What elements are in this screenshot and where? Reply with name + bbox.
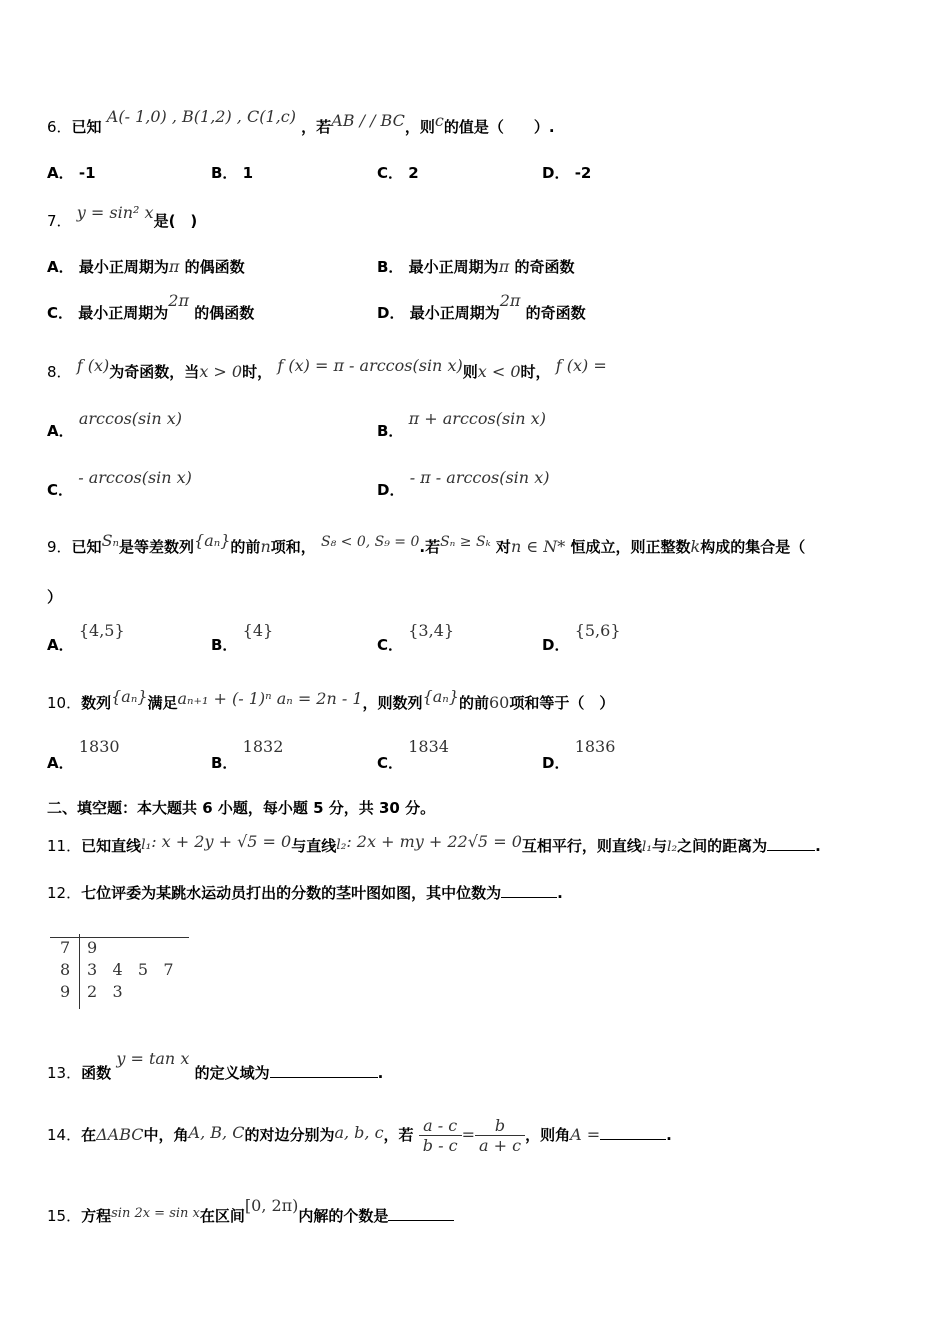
q6-option-b[interactable]	[211, 162, 253, 183]
math: c	[434, 111, 444, 130]
text: 最小正周期为	[78, 304, 169, 322]
q9-option-b[interactable]	[211, 620, 274, 654]
option-key: C．	[47, 304, 74, 322]
math: f (x) =	[555, 356, 607, 375]
text: 的前	[230, 538, 261, 556]
q8-option-c[interactable]	[47, 467, 192, 499]
text: 在区间	[199, 1207, 245, 1225]
math: A =	[570, 1125, 601, 1144]
math: : x + 2y + √5 = 0	[151, 832, 292, 851]
text: 的值是（ ）.	[443, 118, 555, 136]
math: {aₙ}	[111, 687, 148, 706]
denominator: a + c	[478, 1136, 522, 1155]
math: arccos(sin x)	[78, 409, 183, 428]
question-number: 14．	[47, 1126, 82, 1144]
question-number: 9．	[47, 538, 72, 556]
q9-option-d[interactable]	[542, 620, 621, 654]
option-key: C．	[47, 481, 74, 499]
question-number: 15．	[47, 1207, 82, 1225]
question-11	[47, 832, 821, 856]
text: 的对边分别为	[244, 1126, 335, 1144]
text: 的偶函数	[184, 258, 245, 276]
option-key: A．	[47, 754, 74, 772]
text: .	[666, 1126, 672, 1144]
text: 的奇函数	[525, 304, 586, 322]
math: y = tan x	[116, 1049, 190, 1068]
text: 互相平行，则直线	[521, 837, 642, 855]
leaf-values: 3 4 5 7	[87, 960, 174, 979]
text: 最小正周期为	[78, 258, 169, 276]
question-15	[47, 1196, 454, 1226]
text: .	[377, 1064, 384, 1082]
math: {3,4}	[408, 621, 455, 640]
q7-option-c[interactable]	[47, 291, 255, 323]
question-12	[47, 882, 563, 903]
text: 的奇函数	[514, 258, 575, 276]
text: 二、填空题：本大题共 6 小题，每小题 5 分，共 30 分。	[47, 799, 436, 817]
math: y = sin² x	[76, 203, 154, 222]
question-number: 13．	[47, 1064, 82, 1082]
answer-blank[interactable]	[270, 1063, 378, 1078]
math: l₁	[641, 839, 652, 855]
math: 1834	[408, 737, 449, 756]
math: S₈ < 0, S₉ = 0	[321, 534, 420, 550]
math: Sₙ ≥ Sₖ	[440, 534, 491, 550]
text: 时，	[242, 363, 273, 381]
text: 的前	[458, 694, 489, 712]
math: - arccos(sin x)	[78, 468, 192, 487]
math: l₂	[336, 837, 347, 853]
text: 中，角	[143, 1126, 189, 1144]
text: 的偶函数	[194, 304, 255, 322]
q8-option-a[interactable]	[47, 408, 183, 440]
q10-option-b[interactable]	[211, 736, 284, 772]
text: 七位评委为某跳水运动员打出的分数的茎叶图如图，其中位数为	[81, 884, 502, 902]
math: sin 2x = sin x	[111, 1206, 200, 1221]
q6-option-c[interactable]	[377, 162, 419, 183]
question-9	[47, 531, 806, 557]
q7-option-b[interactable]	[377, 256, 574, 277]
math: f (x) = π - arccos(sin x)	[277, 356, 463, 375]
math: l₂	[667, 839, 678, 855]
q8-option-d[interactable]	[377, 467, 550, 499]
math: aₙ₊₁ + (- 1)ⁿ aₙ = 2n - 1	[177, 689, 363, 708]
text: 是( )	[153, 212, 198, 230]
q6-option-a[interactable]	[47, 162, 96, 183]
text: 对	[495, 538, 511, 556]
math: [0, 2π)	[244, 1196, 299, 1215]
text: ，则	[404, 118, 435, 136]
text: 为奇函数，当	[109, 363, 200, 381]
question-number: 11．	[47, 837, 82, 855]
math: 1832	[242, 737, 284, 756]
math: x < 0	[477, 362, 521, 381]
answer-blank[interactable]	[600, 1125, 666, 1140]
option-key: A．	[47, 258, 74, 276]
text: ，则角	[525, 1126, 571, 1144]
option-key: C．	[377, 754, 404, 772]
q9-option-a[interactable]	[47, 620, 125, 654]
math: {aₙ}	[422, 687, 459, 706]
answer-blank[interactable]	[501, 883, 557, 898]
option-key: A．	[47, 164, 74, 182]
option-value: -2	[574, 164, 592, 182]
math: A(- 1,0) , B(1,2) , C(1,c)	[106, 107, 296, 126]
option-key: B．	[211, 636, 238, 654]
math: ΔABC	[96, 1125, 144, 1144]
math: {4}	[242, 621, 274, 640]
denominator: b - c	[422, 1136, 458, 1155]
math: l₁	[141, 837, 152, 853]
question-13	[47, 1049, 384, 1083]
text: 最小正周期为	[408, 258, 499, 276]
question-14	[47, 1116, 672, 1155]
option-key: D．	[377, 481, 405, 499]
numerator: a - c	[419, 1116, 462, 1136]
text: ，若	[383, 1126, 414, 1144]
option-key: D．	[542, 164, 570, 182]
math: Sₙ	[101, 531, 120, 550]
text: 已知	[71, 118, 102, 136]
question-9-cont	[47, 586, 62, 607]
math: n	[260, 537, 271, 556]
option-key: B．	[377, 422, 404, 440]
text: 的定义域为	[194, 1064, 270, 1082]
math: n ∈ N*	[510, 537, 566, 556]
text: .	[557, 884, 563, 902]
question-number: 7．	[47, 212, 72, 230]
option-key: A．	[47, 636, 74, 654]
text: 函数	[81, 1064, 112, 1082]
text: 已知	[71, 538, 102, 556]
question-number: 10．	[47, 694, 82, 712]
question-8	[47, 356, 607, 382]
text: 方程	[81, 1207, 112, 1225]
option-key: A．	[47, 422, 74, 440]
text: 满足	[147, 694, 178, 712]
math: k	[690, 537, 701, 556]
text: 内解的个数是	[298, 1207, 389, 1225]
option-key: C．	[377, 636, 404, 654]
option-value: 2	[408, 164, 419, 182]
text: .	[815, 837, 821, 855]
q6-option-d[interactable]	[542, 162, 591, 183]
text: 与	[651, 837, 667, 855]
math: 1830	[78, 737, 120, 756]
text: 恒成立，则正整数	[570, 538, 691, 556]
math: {5,6}	[574, 621, 621, 640]
option-key: B．	[211, 754, 238, 772]
text: ，若	[301, 118, 332, 136]
option-key: D．	[542, 636, 570, 654]
stem-leaf-plot	[50, 934, 190, 1010]
math: 60	[488, 693, 510, 712]
math: 1836	[574, 737, 616, 756]
numerator: b	[475, 1116, 525, 1136]
text: 数列	[81, 694, 112, 712]
q10-option-c[interactable]	[377, 736, 449, 772]
plot-top-rule	[50, 937, 189, 938]
leaf-values: 2 3	[87, 982, 123, 1001]
q8-option-b[interactable]	[377, 408, 546, 440]
question-7	[47, 203, 198, 231]
text: 构成的集合是（	[700, 538, 806, 556]
q7-option-a[interactable]	[47, 256, 245, 277]
math: {aₙ}	[194, 531, 231, 550]
text: ）	[47, 588, 63, 606]
answer-blank[interactable]	[388, 1206, 454, 1221]
math: π	[168, 257, 180, 276]
math: {4,5}	[78, 621, 125, 640]
q9-option-c[interactable]	[377, 620, 455, 654]
math: x > 0	[199, 362, 243, 381]
text: 时，	[520, 363, 551, 381]
math: a, b, c	[334, 1123, 384, 1142]
option-key: C．	[377, 164, 404, 182]
text: .若	[419, 538, 441, 556]
text: 已知直线	[81, 837, 142, 855]
math: π	[498, 257, 510, 276]
text: 最小正周期为	[409, 304, 500, 322]
option-key: B．	[377, 258, 404, 276]
text: 之间的距离为	[677, 837, 768, 855]
q10-option-a[interactable]	[47, 736, 120, 772]
question-number: 12．	[47, 884, 82, 902]
option-key: D．	[377, 304, 405, 322]
option-key: D．	[542, 754, 570, 772]
q10-option-d[interactable]	[542, 736, 616, 772]
text: 则	[462, 363, 478, 381]
option-value: 1	[242, 164, 254, 182]
question-6	[47, 107, 555, 137]
math: 2π	[168, 291, 189, 310]
answer-blank[interactable]	[767, 836, 815, 851]
text: ，则数列	[362, 694, 423, 712]
stem-value: 9	[60, 982, 71, 1001]
math: AB / / BC	[331, 111, 405, 130]
text: 项和等于（ ）	[509, 694, 615, 712]
text: 项和，	[270, 538, 316, 556]
text: 在	[81, 1126, 97, 1144]
text: 是等差数列	[119, 538, 195, 556]
section-2-heading	[47, 797, 435, 818]
text: 与直线	[291, 837, 337, 855]
math: π + arccos(sin x)	[408, 409, 546, 428]
math: : 2x + my + 22√5 = 0	[346, 832, 522, 851]
q7-option-d[interactable]	[377, 291, 586, 323]
stem-value: 8	[60, 960, 71, 979]
option-value: -1	[78, 164, 96, 182]
option-key: B．	[211, 164, 238, 182]
math: f (x)	[76, 356, 110, 375]
question-number: 6．	[47, 118, 72, 136]
math: =	[461, 1125, 475, 1144]
math: - π - arccos(sin x)	[409, 468, 550, 487]
plot-divider	[79, 934, 80, 1009]
fraction	[419, 1116, 462, 1155]
leaf-values: 9	[87, 938, 98, 957]
stem-value: 7	[60, 938, 71, 957]
math: A, B, C	[188, 1123, 245, 1142]
question-number: 8．	[47, 363, 72, 381]
fraction	[475, 1116, 525, 1155]
math: 2π	[499, 291, 521, 310]
question-10	[47, 687, 615, 713]
